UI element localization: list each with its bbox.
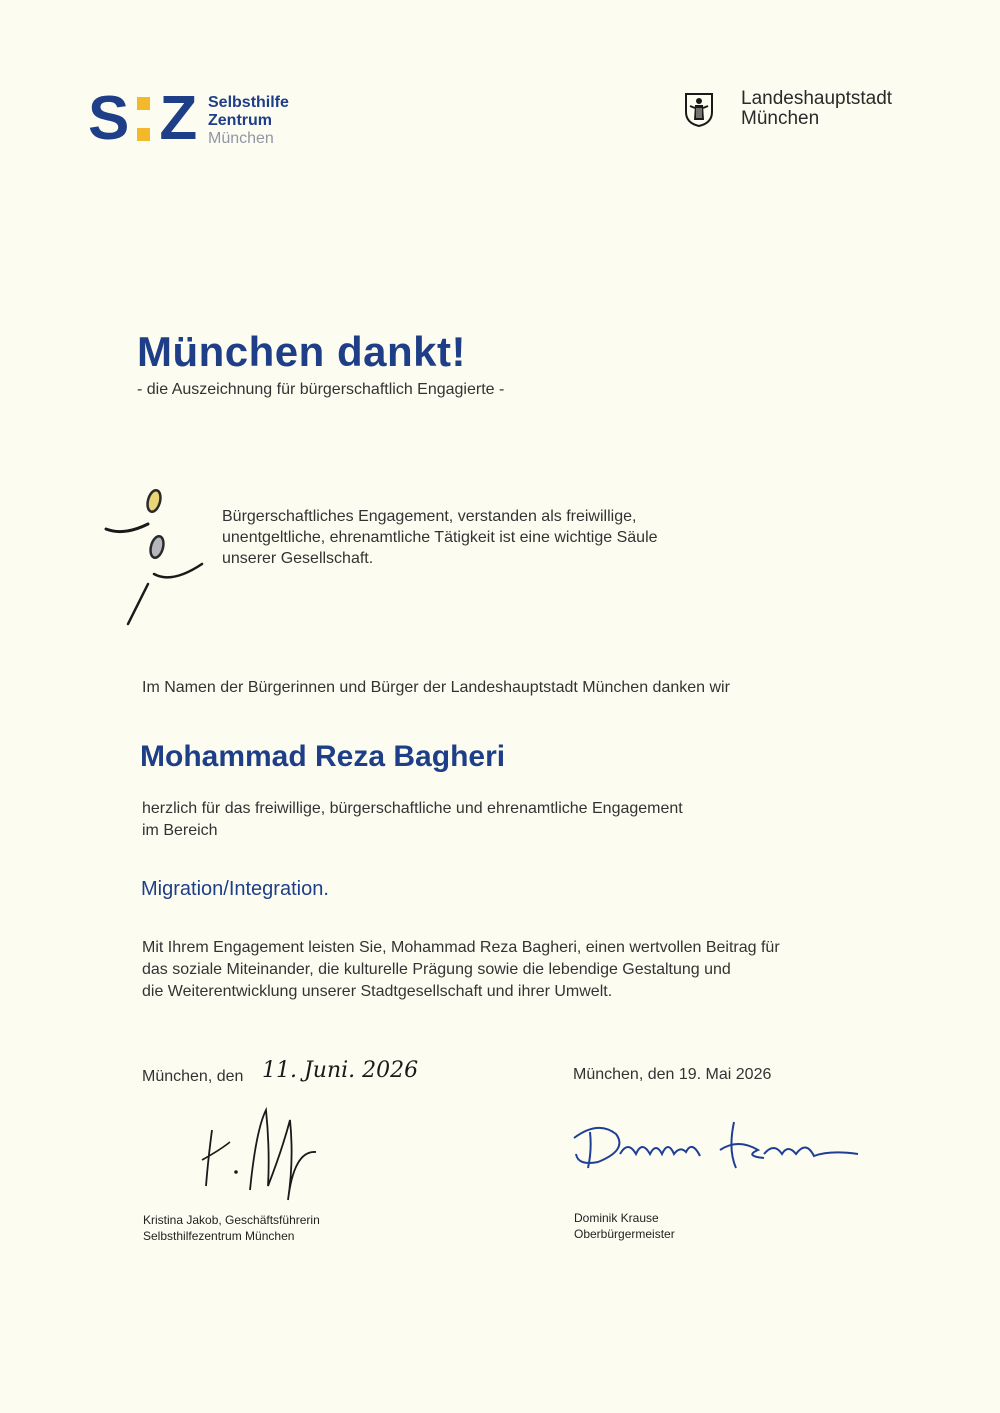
logo-accent-square-bottom — [137, 128, 150, 141]
logo-line-2: Zentrum — [208, 112, 272, 129]
thanks-line: Im Namen der Bürgerinnen und Bürger der Landeshauptstadt München danken wir — [142, 679, 730, 696]
right-signer — [574, 1210, 675, 1242]
intro-line-2: unentgeltliche, ehrenamtliche Tätigkeit ist eine wichtige Säule — [222, 529, 658, 546]
city-line-1: Landeshauptstadt — [741, 88, 893, 109]
left-place: München, den — [142, 1068, 244, 1085]
engagement-line-2: im Bereich — [142, 822, 218, 839]
engagement-area: Migration/Integration. — [141, 878, 329, 900]
logo-line-1: Selbsthilfe — [208, 94, 289, 111]
left-signature-icon — [190, 1090, 330, 1210]
intro-line-1: Bürgerschaftliches Engagement, verstanden als freiwillige, — [222, 508, 637, 525]
logo-line-3: München — [208, 130, 274, 147]
engagement-paragraph — [142, 798, 683, 842]
logo-accent-square-top — [137, 97, 150, 110]
shz-logo-text — [208, 94, 289, 148]
page-title: München dankt! — [137, 328, 466, 375]
shz-logo-letters: S Z — [88, 84, 200, 153]
contribution-line-1: Mit Ihrem Engagement leisten Sie, Mohammad Reza Bagheri, einen wertvollen Beitrag für — [142, 939, 780, 956]
left-signer-org: Selbsthilfezentrum München — [143, 1229, 295, 1243]
volunteer-figure-icon — [102, 484, 212, 630]
right-signature-icon — [568, 1110, 868, 1180]
recipient-name: Mohammad Reza Bagheri — [140, 740, 506, 773]
contribution-line-3: die Weiterentwicklung unserer Stadtgesellschaft und ihrer Umwelt. — [142, 983, 613, 1000]
right-place-date: München, den 19. Mai 2026 — [573, 1066, 772, 1083]
engagement-line-1: herzlich für das freiwillige, bürgerschaftliche und ehrenamtliche Engagement — [142, 800, 683, 817]
munich-crest-icon — [684, 92, 714, 128]
city-name — [741, 89, 892, 129]
right-signer-title: Oberbürgermeister — [574, 1227, 675, 1241]
handwritten-date: 11. Juni. 2026 — [262, 1058, 419, 1083]
city-line-2: München — [741, 108, 820, 129]
contribution-line-2: das soziale Miteinander, die kulturelle Prägung sowie die lebendige Gestaltung und — [142, 961, 731, 978]
intro-line-3: unserer Gesellschaft. — [222, 550, 374, 567]
left-signer — [143, 1212, 320, 1244]
intro-paragraph — [222, 506, 762, 569]
left-signer-name: Kristina Jakob, Geschäftsführerin — [143, 1213, 320, 1227]
contribution-paragraph — [142, 937, 780, 1003]
page-subtitle: - die Auszeichnung für bürgerschaftlich Engagierte - — [137, 381, 505, 398]
right-signer-name: Dominik Krause — [574, 1211, 659, 1225]
